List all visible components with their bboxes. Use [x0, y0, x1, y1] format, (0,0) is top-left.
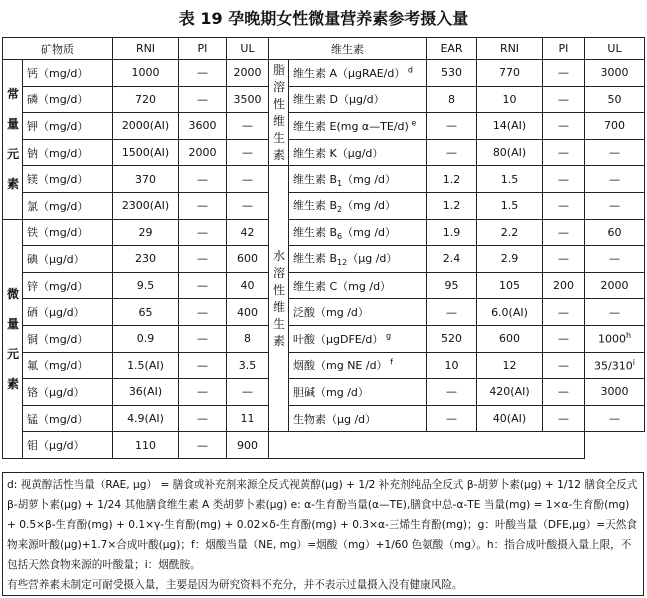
table-row: [3, 113, 645, 140]
vitamin-pi: —: [543, 192, 585, 219]
mineral-ul: —: [227, 379, 269, 406]
mineral-rni: 9.5: [113, 272, 179, 299]
vitamin-ear: —: [427, 113, 477, 140]
header-vitamin-pi: PI: [543, 38, 585, 60]
mineral-rni: 1000: [113, 60, 179, 87]
table-row: [3, 405, 645, 432]
table-row: [3, 325, 645, 352]
mineral-ul: 600: [227, 246, 269, 273]
vitamin-rni: 1.5: [477, 166, 543, 193]
mineral-name: 铬（μg/d）: [23, 379, 113, 406]
vitamin-pi: —: [543, 86, 585, 113]
mineral-name: 铁（mg/d）: [23, 219, 113, 246]
mineral-pi: 2000: [179, 139, 227, 166]
vitamin-ul: 35/310$^i$: [585, 352, 645, 379]
mineral-ul: 8: [227, 325, 269, 352]
footnotes: [2, 472, 644, 596]
vitamin-ul: 3000: [585, 60, 645, 87]
vitamin-ear: 1.9: [427, 219, 477, 246]
mineral-pi: —: [179, 299, 227, 326]
mineral-ul: —: [227, 139, 269, 166]
vitamin-name: 生物素（μg /d）: [289, 405, 427, 432]
mineral-ul: 11: [227, 405, 269, 432]
vitamin-ear: 2.4: [427, 246, 477, 273]
mineral-name: 钙（mg/d）: [23, 60, 113, 87]
table-row: [3, 379, 645, 406]
vitamin-ear: 1.2: [427, 166, 477, 193]
table-row: [3, 272, 645, 299]
vitamin-ul: 50: [585, 86, 645, 113]
vitamin-ul: 2000: [585, 272, 645, 299]
vitamin-name: 胆碱（mg /d）: [289, 379, 427, 406]
table-row: [3, 299, 645, 326]
table-row: [3, 86, 645, 113]
vitamin-ear: 530: [427, 60, 477, 87]
table-row: [3, 60, 645, 87]
vitamin-ear: —: [427, 405, 477, 432]
mineral-rni: 36(AI): [113, 379, 179, 406]
vitamin-rni: 6.0(AI): [477, 299, 543, 326]
table-title: 表 19 孕晚期女性微量营养素参考摄入量: [178, 9, 469, 28]
mineral-pi: —: [179, 325, 227, 352]
vitamin-rni: 420(AI): [477, 379, 543, 406]
vitamin-ear: —: [427, 139, 477, 166]
vitamin-ear: 10: [427, 352, 477, 379]
vitamin-pi: —: [543, 60, 585, 87]
vitamin-rni: 770: [477, 60, 543, 87]
header-mineral-rni: RNI: [113, 38, 179, 60]
vitamin-pi: —: [543, 405, 585, 432]
header-mineral-pi: PI: [179, 38, 227, 60]
table-row: [3, 432, 645, 459]
vitamin-pi: —: [543, 325, 585, 352]
vitamin-name: 泛酸（mg /d）: [289, 299, 427, 326]
group-trace-elements: 微 量 元 素: [3, 219, 23, 458]
vitamin-pi: —: [543, 139, 585, 166]
mineral-name: 镁（mg/d）: [23, 166, 113, 193]
vitamin-name: 烟酸（mg NE /d） $^f$: [289, 352, 427, 379]
mineral-rni: 4.9(AI): [113, 405, 179, 432]
mineral-pi: —: [179, 379, 227, 406]
mineral-name: 硒（μg/d）: [23, 299, 113, 326]
mineral-name: 钾（mg/d）: [23, 113, 113, 140]
mineral-rni: 0.9: [113, 325, 179, 352]
table-row: [3, 352, 645, 379]
vitamin-pi: —: [543, 299, 585, 326]
empty-cell: [269, 432, 585, 459]
mineral-ul: 900: [227, 432, 269, 459]
vitamin-ul: 700: [585, 113, 645, 140]
mineral-name: 磷（mg/d）: [23, 86, 113, 113]
header-mineral: 矿物质: [3, 38, 113, 60]
mineral-ul: —: [227, 166, 269, 193]
footnote-disclaimer: 有些营养素未制定可耐受摄入量，主要是因为研究资料不充分，并不表示过量摄入没有健康风险。: [7, 579, 463, 591]
vitamin-rni: 105: [477, 272, 543, 299]
vitamin-pi: —: [543, 166, 585, 193]
vitamin-name: 叶酸（μgDFE/d） $^g$: [289, 325, 427, 352]
mineral-pi: —: [179, 352, 227, 379]
header-mineral-ul: UL: [227, 38, 269, 60]
vitamin-pi: —: [543, 113, 585, 140]
vitamin-rni: 600: [477, 325, 543, 352]
vitamin-ul: 60: [585, 219, 645, 246]
vitamin-ear: 95: [427, 272, 477, 299]
nutrient-table: [2, 37, 645, 459]
vitamin-rni: 80(AI): [477, 139, 543, 166]
mineral-pi: —: [179, 432, 227, 459]
vitamin-pi: —: [543, 246, 585, 273]
mineral-name: 氯（mg/d）: [23, 192, 113, 219]
header-vitamin-ear: EAR: [427, 38, 477, 60]
mineral-ul: 400: [227, 299, 269, 326]
vitamin-ear: —: [427, 379, 477, 406]
table-row: [3, 246, 645, 273]
vitamin-ear: —: [427, 299, 477, 326]
mineral-rni: 230: [113, 246, 179, 273]
mineral-rni: 720: [113, 86, 179, 113]
vitamin-ul: —: [585, 299, 645, 326]
vitamin-name: 维生素 $B_{12}(\mu g$ /d）: [289, 246, 427, 273]
vitamin-ul: —: [585, 246, 645, 273]
mineral-ul: —: [227, 113, 269, 140]
mineral-ul: 3500: [227, 86, 269, 113]
vitamin-name: 维生素 $B_1(mg$ /d）: [289, 166, 427, 193]
mineral-name: 锰（mg/d）: [23, 405, 113, 432]
mineral-ul: 3.5: [227, 352, 269, 379]
vitamin-ear: 520: [427, 325, 477, 352]
mineral-rni: 1500(AI): [113, 139, 179, 166]
mineral-rni: 2300(AI): [113, 192, 179, 219]
vitamin-ul: 3000: [585, 379, 645, 406]
vitamin-pi: —: [543, 379, 585, 406]
mineral-pi: —: [179, 60, 227, 87]
mineral-rni: 110: [113, 432, 179, 459]
mineral-pi: —: [179, 192, 227, 219]
table-row: [3, 219, 645, 246]
vitamin-ul: —: [585, 405, 645, 432]
table-row: [3, 166, 645, 193]
mineral-ul: 40: [227, 272, 269, 299]
header-vitamin-ul: UL: [585, 38, 645, 60]
vitamin-name: 维生素 E(mg α—TE/d) $^e$: [289, 113, 427, 140]
mineral-pi: —: [179, 272, 227, 299]
mineral-pi: 3600: [179, 113, 227, 140]
mineral-ul: —: [227, 192, 269, 219]
group-fat-soluble-vitamins: 脂 溶 性 维 生 素: [269, 60, 289, 166]
vitamin-name: 维生素 D（μg/d）: [289, 86, 427, 113]
mineral-name: 钠（mg/d）: [23, 139, 113, 166]
mineral-name: 锌（mg/d）: [23, 272, 113, 299]
mineral-pi: —: [179, 219, 227, 246]
mineral-ul: 2000: [227, 60, 269, 87]
vitamin-ul: —: [585, 139, 645, 166]
vitamin-ul: —: [585, 166, 645, 193]
vitamin-name: 维生素 A（μgRAE/d） $^d$: [289, 60, 427, 87]
mineral-ul: 42: [227, 219, 269, 246]
mineral-pi: —: [179, 246, 227, 273]
mineral-name: 钼（μg/d）: [23, 432, 113, 459]
header-vitamin-rni: RNI: [477, 38, 543, 60]
table-row: [3, 192, 645, 219]
footnote-definitions: d: 视黄醇活性当量（RAE, μg） = 膳食或补充剂来源全反式视黄醇(μg) + 1/2 补充剂纯品全反式 β-胡萝卜素(μg) + 1/12 膳食全反式 β-胡萝卜素(μg) + 1/24 其他膳食维生素 A 类胡萝卜素(μg) e: α-生育酚当量(α—TE),膳食中总-α-TE 当量(mg) = 1×α-生育酚(mg) + 0.5×β-生育酚(mg) + 0.1×γ-生育酚(mg) + 0.02×δ-生育酚(mg) + 0.3×α-三烯生育酚(mg)；g：叶酸当量（DFE,μg）=天然食物来源叶酸(μg)+1.7×合成叶酸(μg)；f：烟酸当量（NE, mg）=烟酸（mg）+1/60 色氨酸（mg）。h：指合成叶酸摄入量上限，不包括天然食物来源的叶酸量；i：烟酰胺。: [7, 479, 638, 571]
mineral-name: 碘（μg/d）: [23, 246, 113, 273]
vitamin-pi: —: [543, 219, 585, 246]
group-water-soluble-vitamins: 水 溶 性 维 生 素: [269, 166, 289, 432]
group-macro-elements: 常 量 元 素: [3, 60, 23, 220]
vitamin-rni: 2.9: [477, 246, 543, 273]
vitamin-rni: 40(AI): [477, 405, 543, 432]
mineral-rni: 65: [113, 299, 179, 326]
vitamin-rni: 2.2: [477, 219, 543, 246]
vitamin-rni: 14(AI): [477, 113, 543, 140]
mineral-rni: 370: [113, 166, 179, 193]
mineral-rni: 2000(AI): [113, 113, 179, 140]
mineral-rni: 1.5(AI): [113, 352, 179, 379]
mineral-rni: 29: [113, 219, 179, 246]
vitamin-rni: 1.5: [477, 192, 543, 219]
vitamin-ul: 1000$^h$: [585, 325, 645, 352]
header-row: [3, 38, 645, 60]
vitamin-ear: 8: [427, 86, 477, 113]
vitamin-rni: 12: [477, 352, 543, 379]
mineral-pi: —: [179, 86, 227, 113]
vitamin-ul: —: [585, 192, 645, 219]
mineral-name: 铜（mg/d）: [23, 325, 113, 352]
vitamin-name: 维生素 $B_6(mg$ /d）: [289, 219, 427, 246]
vitamin-ear: 1.2: [427, 192, 477, 219]
vitamin-pi: 200: [543, 272, 585, 299]
mineral-pi: —: [179, 405, 227, 432]
vitamin-name: 维生素 K（μg/d）: [289, 139, 427, 166]
vitamin-name: 维生素 $B_2(mg$ /d）: [289, 192, 427, 219]
table-row: [3, 139, 645, 166]
vitamin-pi: —: [543, 352, 585, 379]
vitamin-name: 维生素 C（mg /d）: [289, 272, 427, 299]
mineral-pi: —: [179, 166, 227, 193]
vitamin-rni: 10: [477, 86, 543, 113]
mineral-name: 氟（mg/d）: [23, 352, 113, 379]
header-vitamin: 维生素: [269, 38, 427, 60]
